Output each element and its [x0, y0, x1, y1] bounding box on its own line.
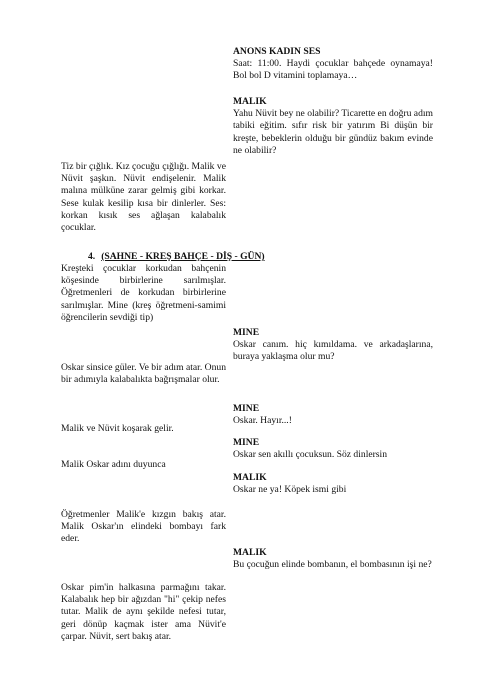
dialogue-block	[233, 46, 433, 83]
action-text: Malik ve Nüvit koşarak gelir.	[61, 423, 174, 434]
action-text: Oskar pim'in halkasına parmağını takar. Kalabalık hep bir ağızdan "hi" çekip nefes tutar. Malik de aynı şekilde nefesi tutar, geri dönüp kaçmak ister ama Nüvit'e çarpar. Nüvit, sert bakış atar.	[61, 582, 226, 642]
dialogue-text: Yahu Nüvit bey ne olabilir? Ticarette en doğru adım tabiki eğitim. sıfır risk bir yatırım Bi düşün bir kreşte, bebeklerin olduğu bir gündüz bakım evinde ne olabilir?	[233, 108, 433, 156]
action-text: Malik Oskar adını duyunca	[61, 459, 166, 470]
action-text: Tiz bir çığlık. Kız çocuğu çığlığı. Malik ve Nüvit şaşkın. Nüvit endişelenir. Malik malına mülküne zarar gelmiş gibi korkar. Sese kulak kesilip kısa bir dinlerler. Ses: korkan kısık ses ağlaşan kalabalık çocuklar.	[61, 161, 226, 234]
speaker-name: MALIK	[233, 96, 267, 107]
dialogue-text: Oskar ne ya! Köpek ismi gibi	[233, 484, 347, 496]
dialogue-text: Bu çocuğun elinde bombanın, el bombasının işi ne?	[233, 559, 432, 571]
dialogue-block	[233, 403, 433, 427]
action-text: Öğretmenler Malik'e kızgın bakış atar. Malik Oskar'ın elindeki bombayı fark eder.	[61, 509, 226, 545]
dialogue-block	[233, 547, 433, 571]
dialogue-block	[233, 327, 433, 364]
dialogue-text: Oskar canım. hiç kımıldama. ve arkadaşlarına, buraya yaklaşma olur mu?	[233, 339, 433, 363]
speaker-name: MINE	[233, 403, 260, 414]
speaker-name: MALIK	[233, 547, 267, 558]
dialogue-block	[233, 96, 433, 157]
dialogue-text: Oskar sen akıllı çocuksun. Söz dinlersin	[233, 449, 388, 461]
scene-number: 4.	[88, 251, 96, 262]
speaker-name: MALIK	[233, 472, 267, 483]
dialogue-block	[233, 472, 433, 496]
scene-title: (SAHNE - KREŞ BAHÇE - DİŞ - GÜN)	[101, 251, 265, 262]
scene-heading	[88, 251, 265, 263]
speaker-name: MINE	[233, 327, 260, 338]
dialogue-text: Oskar. Hayır...!	[233, 415, 292, 427]
action-text: Kreşteki çocuklar korkudan bahçenin köşesinde birbirlerine sarılmışlar. Öğretmenleri de korkudan birbirlerine sarılmışlar. Mine (kreş öğretmeni-samimi öğrencilerin sevdiği tip)	[61, 263, 226, 323]
dialogue-block	[233, 437, 433, 461]
dialogue-text: Saat: 11:00. Haydi çocuklar bahçede oynamaya! Bol bol D vitamini toplamaya…	[233, 58, 433, 82]
action-text: Oskar sinsice güler. Ve bir adım atar. Onun bir adımıyla kalabalıkta bağrışmalar olur.	[61, 362, 226, 386]
speaker-name: MINE	[233, 437, 260, 448]
speaker-name: ANONS KADIN SES	[233, 46, 321, 57]
